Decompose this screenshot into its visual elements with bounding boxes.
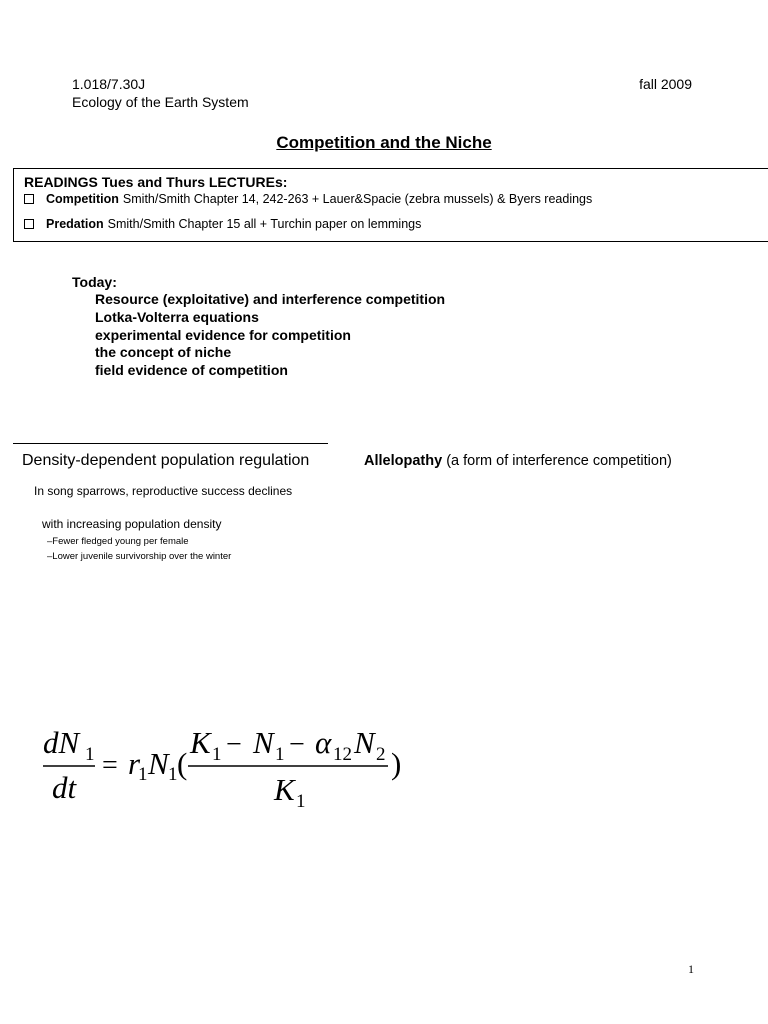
today-item: Lotka-Volterra equations (95, 308, 259, 325)
reading-item-competition (24, 192, 592, 206)
eq-equals: = (102, 750, 118, 781)
today-list (95, 291, 445, 380)
section-divider (13, 443, 328, 444)
course-name: Ecology of the Earth System (72, 94, 249, 110)
eq-lhs-denominator: dt (52, 770, 77, 805)
page-title-text: Competition and the Niche (276, 133, 492, 152)
allelopathy-heading (364, 453, 672, 469)
eq-alpha: α (315, 725, 332, 760)
eq-open-paren: ( (177, 746, 188, 781)
reading-text: Smith/Smith Chapter 15 all + Turchin paper on lemmings (107, 217, 422, 231)
course-header (72, 75, 249, 111)
readings-heading: READINGS Tues and Thurs LECTUREs: (24, 174, 288, 190)
today-item: the concept of niche (95, 344, 232, 361)
sub-bullet-2 (47, 551, 231, 562)
eq-n1: N (253, 725, 274, 760)
eq-lhs-numerator: dN (43, 725, 80, 760)
sparrow-line-2: with increasing population density (42, 517, 222, 531)
eq-close-paren: ) (391, 746, 402, 781)
eq-n: N (148, 746, 169, 781)
density-heading: Density-dependent population regulation (22, 452, 310, 469)
sub-bullet-text: Fewer fledged young per female (52, 536, 189, 547)
eq-subscript: 1 (296, 791, 306, 812)
eq-subscript: 1 (275, 744, 285, 765)
reading-topic: Competition (46, 192, 119, 206)
today-item: Resource (exploitative) and interference competition (95, 291, 446, 307)
eq-subscript: 2 (376, 744, 386, 765)
eq-subscript: 12 (333, 744, 352, 765)
sparrow-line-1: In song sparrows, reproductive success declines (34, 484, 293, 498)
today-item: field evidence of competition (95, 362, 288, 379)
today-label: Today: (72, 274, 117, 290)
page-title (0, 133, 768, 153)
readings-box (13, 168, 768, 242)
reading-text: Smith/Smith Chapter 14, 242-263 + Lauer&Spacie (zebra mussels) & Byers readings (122, 192, 593, 206)
eq-k: K (190, 725, 211, 760)
checkbox-icon (24, 194, 34, 204)
dash-icon: – (47, 536, 53, 547)
sub-bullet-1 (47, 536, 189, 547)
eq-r: r (128, 746, 141, 781)
eq-minus: − (289, 729, 305, 760)
reading-item-predation (24, 217, 421, 231)
allelopathy-term: Allelopathy (364, 453, 443, 469)
dash-icon: – (47, 551, 53, 562)
today-item: experimental evidence for competition (95, 326, 351, 343)
eq-subscript: 1 (212, 744, 222, 765)
checkbox-icon (24, 219, 34, 229)
eq-subscript: 1 (85, 744, 95, 765)
term-label: fall 2009 (639, 76, 692, 92)
eq-n2: N (354, 725, 375, 760)
course-code: 1.018/7.30J (72, 76, 146, 92)
eq-den-k: K (274, 772, 295, 807)
allelopathy-rest: (a form of interference competition) (446, 453, 672, 469)
sub-bullet-text: Lower juvenile survivorship over the winter (52, 551, 232, 562)
eq-subscript: 1 (168, 764, 178, 785)
eq-minus: − (226, 729, 242, 760)
page-number: 1 (688, 962, 694, 976)
eq-subscript: 1 (138, 764, 148, 785)
lotka-volterra-equation (40, 722, 420, 814)
reading-topic: Predation (46, 217, 104, 231)
